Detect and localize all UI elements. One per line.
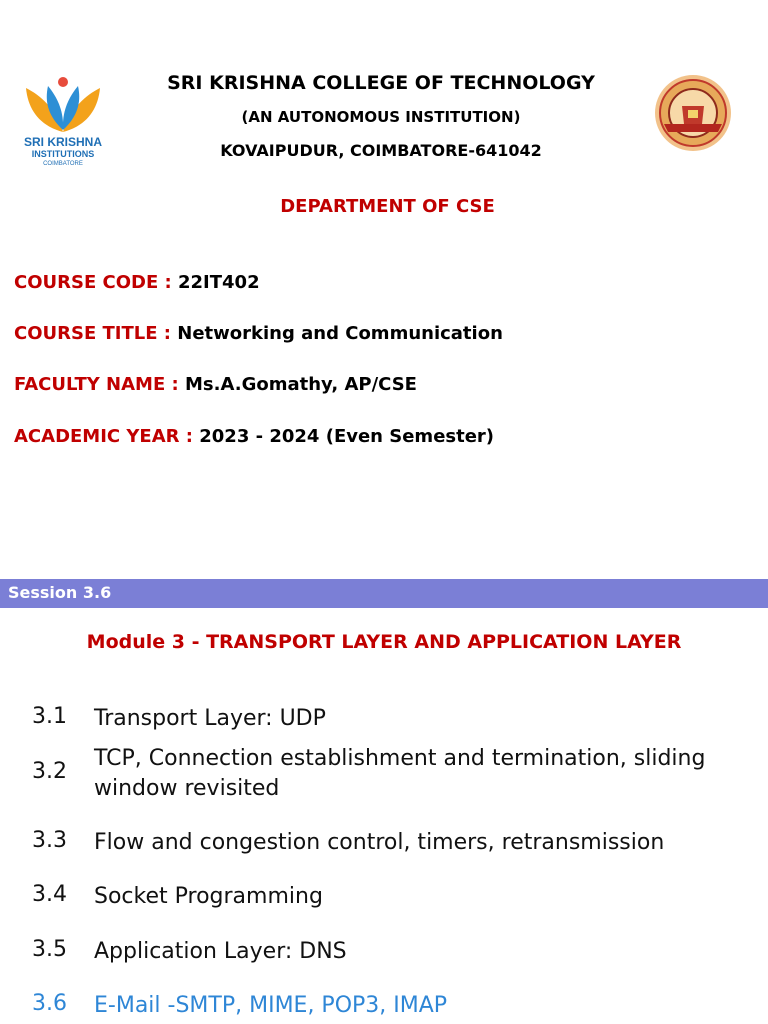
session-label: Session 3.6 bbox=[8, 583, 112, 602]
topic-text: E-Mail -SMTP, MIME, POP3, IMAP bbox=[94, 993, 448, 1018]
course-code-row bbox=[14, 272, 260, 293]
module-title: Module 3 - TRANSPORT LAYER AND APPLICATION LAYER bbox=[86, 631, 682, 653]
topic-number: 3.4 bbox=[32, 882, 67, 907]
course-title-label: COURSE TITLE : bbox=[14, 323, 178, 344]
academic-year-label: ACADEMIC YEAR : bbox=[14, 426, 200, 447]
course-code-value: 22IT402 bbox=[178, 272, 260, 293]
academic-year-value: 2023 - 2024 (Even Semester) bbox=[199, 426, 495, 447]
logo-text-line1: SRI KRISHNA bbox=[23, 135, 103, 149]
topic-number: 3.6 bbox=[32, 991, 67, 1016]
topic-text: Transport Layer: UDP bbox=[94, 706, 326, 731]
topic-text: Flow and congestion control, timers, retransmission bbox=[94, 830, 665, 855]
topic-text: Application Layer: DNS bbox=[94, 939, 347, 964]
department-name: DEPARTMENT OF CSE bbox=[280, 196, 495, 217]
session-bar bbox=[0, 579, 768, 608]
topic-text: Socket Programming bbox=[94, 884, 323, 909]
logo-text-line3: COIMBATORE bbox=[43, 161, 83, 167]
logo-text-line2: INSTITUTIONS bbox=[31, 149, 95, 159]
topic-text: TCP, Connection establishment and termination, sliding window revisited bbox=[94, 746, 706, 801]
institution-address: KOVAIPUDUR, COIMBATORE-641042 bbox=[220, 141, 542, 160]
institution-name: SRI KRISHNA COLLEGE OF TECHNOLOGY bbox=[167, 72, 595, 94]
course-code-label: COURSE CODE : bbox=[14, 272, 178, 293]
topic-number: 3.3 bbox=[32, 828, 67, 853]
institution-status: (AN AUTONOMOUS INSTITUTION) bbox=[241, 108, 521, 126]
faculty-name-row bbox=[14, 374, 417, 395]
academic-year-row bbox=[14, 426, 494, 447]
course-title-row bbox=[14, 323, 503, 344]
faculty-name-value: Ms.A.Gomathy, AP/CSE bbox=[185, 374, 417, 395]
topic-number: 3.2 bbox=[32, 759, 67, 784]
faculty-name-label: FACULTY NAME : bbox=[14, 374, 185, 395]
topic-number: 3.1 bbox=[32, 704, 67, 729]
course-title-value: Networking and Communication bbox=[177, 323, 503, 344]
topic-number: 3.5 bbox=[32, 937, 67, 962]
